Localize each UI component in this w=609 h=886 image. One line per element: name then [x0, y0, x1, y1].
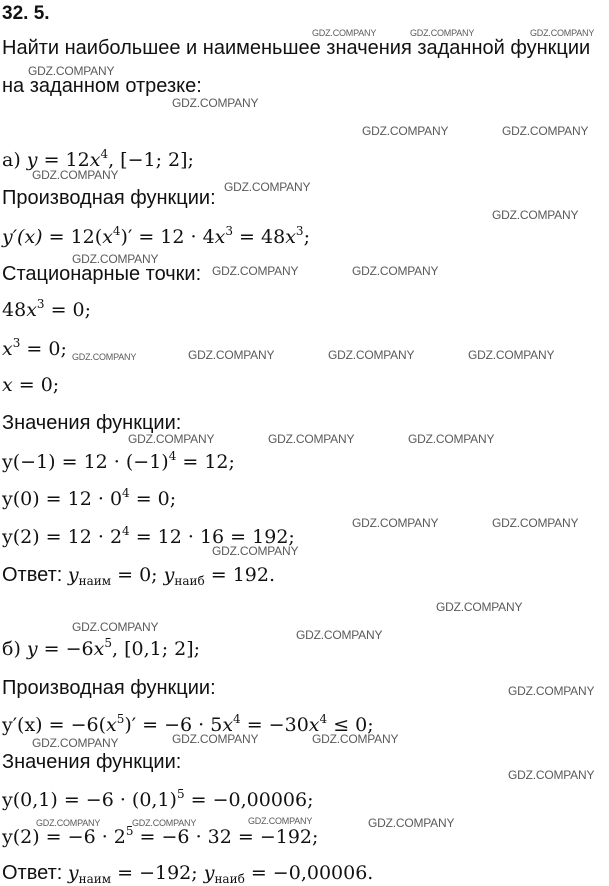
var-x: x [89, 149, 101, 171]
watermark: GDZ.COMPANY [352, 516, 439, 530]
watermark: GDZ.COMPANY [28, 64, 115, 78]
text: = 48 [233, 226, 286, 248]
watermark: GDZ.COMPANY [328, 348, 415, 362]
var-y: y [67, 564, 79, 586]
part-a-label: а) [2, 149, 21, 171]
watermark: GDZ.COMPANY [36, 818, 101, 828]
watermark: GDZ.COMPANY [172, 732, 259, 746]
answer-label: Ответ: [2, 862, 68, 884]
exponent: 4 [122, 486, 130, 500]
watermark: GDZ.COMPANY [530, 28, 595, 38]
watermark: GDZ.COMPANY [72, 352, 137, 362]
derivative-lhs: y′(x) [2, 226, 43, 248]
watermark: GDZ.COMPANY [72, 620, 159, 634]
watermark: GDZ.COMPANY [492, 516, 579, 530]
exponent: 5 [125, 824, 134, 838]
text: ; [303, 226, 310, 248]
watermark: GDZ.COMPANY [32, 736, 119, 750]
watermark: GDZ.COMPANY [248, 816, 313, 826]
part-a-stationary-1 [2, 298, 91, 322]
exponent: 5 [104, 636, 113, 650]
exponent: 5 [176, 787, 185, 801]
task-text-line-1: Найти наибольшее и наименьшее значения заданной функции [2, 37, 591, 59]
watermark: GDZ.COMPANY [312, 732, 399, 746]
part-a-derivative-heading: Производная функции: [2, 187, 216, 209]
part-a-stationary-heading: Стационарные точки: [2, 263, 202, 285]
watermark: GDZ.COMPANY [128, 432, 215, 446]
exponent: 3 [295, 224, 304, 238]
watermark: GDZ.COMPANY [352, 264, 439, 278]
text: = 0; [12, 374, 60, 396]
text: = 192. [204, 564, 276, 586]
part-a-value-1 [2, 450, 235, 474]
part-a-answer [2, 563, 275, 587]
text: y(−1) = 12 · (−1) [2, 451, 169, 473]
part-b-label: б) [2, 638, 21, 660]
subscript: наиб [214, 872, 245, 886]
text: = −0,00006. [244, 862, 374, 884]
subscript: наим [78, 574, 112, 588]
text: = −192; [111, 862, 204, 884]
part-a-stationary-3 [2, 373, 59, 397]
watermark: GDZ.COMPANY [436, 600, 523, 614]
part-b-value-2 [2, 825, 318, 849]
watermark: GDZ.COMPANY [212, 264, 299, 278]
var-y: y [26, 149, 38, 171]
var-y: y [203, 862, 215, 884]
part-b-function [2, 637, 200, 661]
interval: , [0,1; 2]; [112, 638, 201, 660]
text: = 12 · 16 = 192; [129, 526, 295, 548]
exponent: 4 [122, 524, 130, 538]
watermark: GDZ.COMPANY [468, 348, 555, 362]
text: = 12( [42, 226, 103, 248]
watermark: GDZ.COMPANY [296, 628, 383, 642]
subscript: наим [78, 872, 112, 886]
part-b-values-heading: Значения функции: [2, 751, 182, 773]
watermark: GDZ.COMPANY [508, 768, 595, 782]
var-y: y [67, 862, 79, 884]
watermark: GDZ.COMPANY [188, 348, 275, 362]
watermark: GDZ.COMPANY [508, 684, 595, 698]
text: = −0,00006; [184, 789, 314, 811]
watermark: GDZ.COMPANY [72, 252, 159, 266]
exponent: 4 [319, 712, 328, 726]
answer-label: Ответ: [2, 564, 68, 586]
watermark: GDZ.COMPANY [172, 96, 259, 110]
text: y(2) = 12 · 2 [2, 526, 123, 548]
part-b-value-1 [2, 788, 313, 812]
var-y: y [26, 638, 38, 660]
watermark: GDZ.COMPANY [492, 208, 579, 222]
exponent: 4 [168, 449, 177, 463]
text: = 0; [20, 338, 67, 360]
part-a-derivative [2, 225, 310, 249]
watermark: GDZ.COMPANY [224, 180, 311, 194]
var-x: x [308, 714, 320, 736]
interval: , [−1; 2]; [108, 149, 194, 171]
watermark: GDZ.COMPANY [212, 544, 299, 558]
text: = 0; [44, 299, 92, 321]
var-x: x [26, 299, 37, 321]
watermark: GDZ.COMPANY [410, 28, 475, 38]
var-x: x [2, 374, 13, 396]
text: y(0) = 12 · 0 [2, 488, 123, 510]
text: y(2) = −6 · 2 [2, 826, 126, 848]
text: = 0; [111, 564, 164, 586]
var-x: x [106, 714, 117, 736]
watermark: GDZ.COMPANY [268, 432, 355, 446]
text: = −6 · 32 = −192; [133, 826, 319, 848]
text: = 12; [176, 451, 235, 473]
watermark: GDZ.COMPANY [362, 124, 449, 138]
var-x: x [285, 226, 296, 248]
exponent: 5 [116, 712, 125, 726]
part-b-answer [2, 861, 373, 885]
text: )′ = 12 · 4 [120, 226, 215, 248]
watermark: GDZ.COMPANY [408, 432, 495, 446]
task-text-line-2: на заданном отрезке: [2, 75, 202, 97]
var-x: x [214, 226, 226, 248]
watermark: GDZ.COMPANY [132, 818, 197, 828]
var-x: x [93, 638, 105, 660]
problem-number: 32. 5. [2, 3, 50, 24]
var-x: x [102, 226, 113, 248]
subscript: наиб [174, 574, 205, 588]
text: = 0; [129, 488, 177, 510]
part-a-stationary-2 [2, 337, 67, 361]
eq-text: = 12 [37, 149, 90, 171]
text: = −30 [240, 714, 309, 736]
watermark: GDZ.COMPANY [368, 816, 455, 830]
text: y(0,1) = −6 · (0,1) [2, 789, 177, 811]
exponent: 3 [225, 224, 234, 238]
text: 48 [2, 299, 27, 321]
exponent: 4 [233, 712, 241, 726]
text: ≤ 0; [327, 714, 374, 736]
text: = −6 [37, 638, 94, 660]
exponent: 3 [12, 336, 21, 350]
exponent: 4 [100, 147, 109, 161]
text: y′(x) = −6( [2, 714, 107, 736]
var-x: x [2, 338, 13, 360]
part-b-derivative-heading: Производная функции: [2, 677, 216, 699]
exponent: 4 [112, 224, 121, 238]
watermark: GDZ.COMPANY [312, 28, 377, 38]
var-x: x [222, 714, 234, 736]
part-a-values-heading: Значения функции: [2, 412, 182, 434]
exponent: 3 [36, 297, 45, 311]
text: )′ = −6 · 5 [124, 714, 223, 736]
part-a-value-2 [2, 487, 176, 511]
var-y: y [163, 564, 175, 586]
watermark: GDZ.COMPANY [32, 168, 119, 182]
watermark: GDZ.COMPANY [502, 124, 589, 138]
